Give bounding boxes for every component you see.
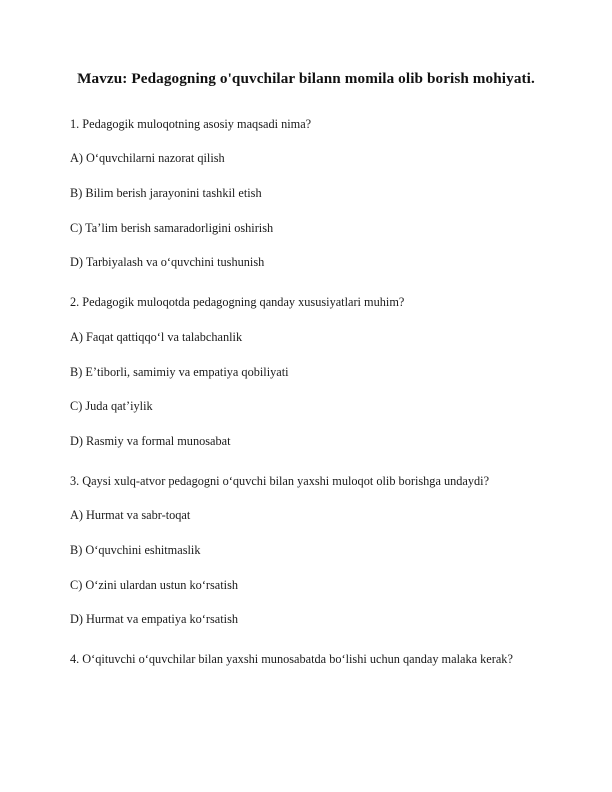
- spacer: [70, 272, 542, 294]
- question-3-option-a: A) Hurmat va sabr-toqat: [70, 508, 191, 523]
- spacer: [70, 168, 542, 185]
- spacer: [70, 237, 542, 254]
- title-spacer: [70, 90, 542, 116]
- spacer: [70, 560, 542, 577]
- question-3: 3. Qaysi xulq-atvor pedagogni oʻquvchi bilan yaxshi muloqot olib borishga undaydi?: [70, 473, 490, 488]
- question-1-option-a: A) Oʻquvchilarni nazorat qilish: [70, 151, 225, 166]
- spacer: [70, 629, 542, 651]
- question-1-option-b: B) Bilim berish jarayonini tashkil etish: [70, 185, 262, 200]
- spacer: [70, 525, 542, 542]
- question-2-option-c: C) Juda qatʼiylik: [70, 399, 153, 414]
- question-3-option-d: D) Hurmat va empatiya koʻrsatish: [70, 612, 239, 627]
- question-3-option-c: C) Oʻzini ulardan ustun koʻrsatish: [70, 577, 239, 592]
- question-4: 4. Oʻqituvchi oʻquvchilar bilan yaxshi munosabatda boʻlishi uchun qanday malaka kerak?: [70, 652, 513, 667]
- question-2-option-b: B) Eʼtiborli, samimiy va empatiya qobiliyati: [70, 364, 289, 379]
- question-1-option-d: D) Tarbiyalash va oʻquvchini tushunish: [70, 255, 265, 270]
- question-3-option-b: B) Oʻquvchini eshitmaslik: [70, 543, 201, 558]
- question-2: 2. Pedagogik muloqotda pedagogning qanday xususiyatlari muhim?: [70, 295, 405, 310]
- question-1-option-c: C) Taʼlim berish samaradorligini oshirish: [70, 220, 274, 235]
- spacer: [70, 312, 542, 329]
- question-2-option-a: A) Faqat qattiqqoʻl va talabchanlik: [70, 329, 243, 344]
- spacer: [70, 416, 542, 433]
- spacer: [70, 133, 542, 150]
- spacer: [70, 490, 542, 507]
- spacer: [70, 203, 542, 220]
- question-2-option-d: D) Rasmiy va formal munosabat: [70, 433, 231, 448]
- document-body: [70, 0, 542, 669]
- question-1: 1. Pedagogik muloqotning asosiy maqsadi nima?: [70, 116, 312, 131]
- spacer: [70, 451, 542, 473]
- page-title: Mavzu: Pedagogning o'quvchilar bilann momila olib borish mohiyati.: [77, 70, 535, 87]
- spacer: [70, 594, 542, 611]
- spacer: [70, 381, 542, 398]
- spacer: [70, 347, 542, 364]
